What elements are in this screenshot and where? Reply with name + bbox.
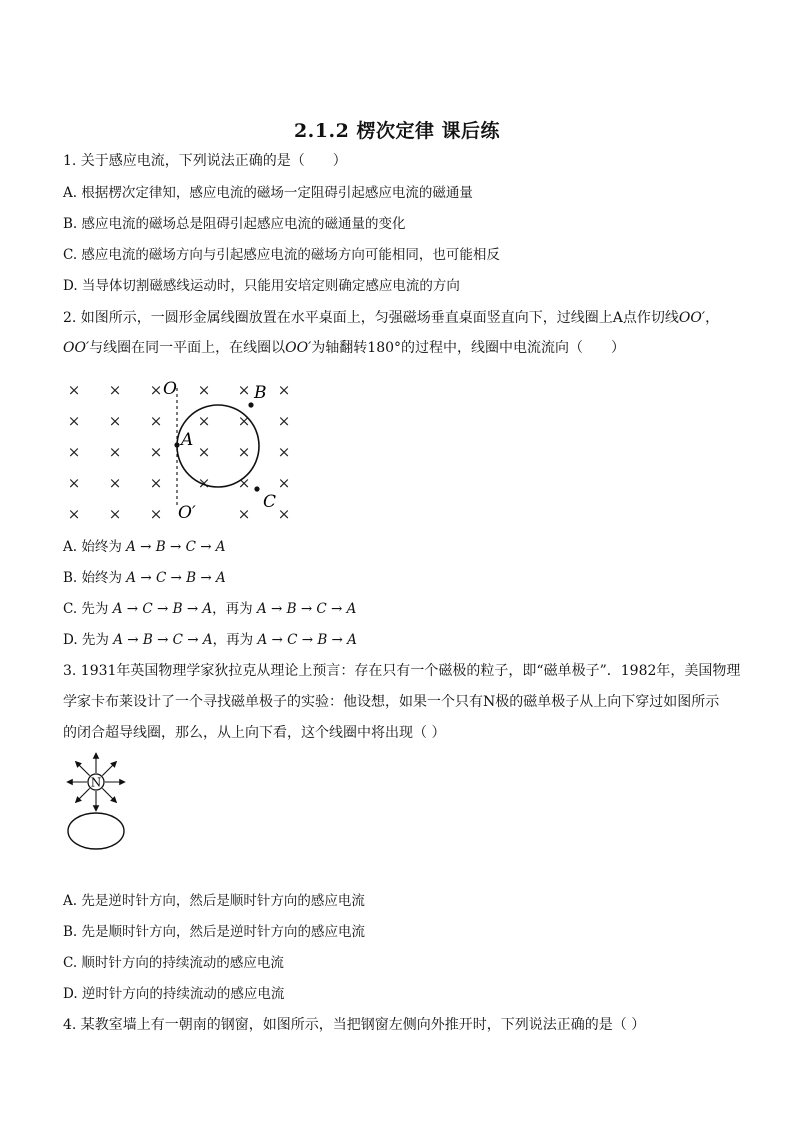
stem-text: 为轴翻转180°的过程中，线圈中电流流向（ ） — [311, 340, 626, 356]
field-cross: × — [67, 474, 81, 492]
label-o: O — [163, 379, 177, 399]
field-cross: × — [277, 412, 291, 430]
stem-text: 2. 如图所示，一圆形金属线圈放置在水平桌面上，匀强磁场垂直桌面竖直向下，过线圈上A点作切线 — [63, 310, 679, 326]
field-cross: × — [237, 412, 251, 430]
monopole-n-label: N — [90, 775, 102, 790]
current-path: A → C → B → A — [126, 570, 226, 586]
option-prefix: C. 先为 — [63, 601, 113, 617]
question-4-stem: 4. 某教室墙上有一朝南的钢窗，如图所示，当把钢窗左侧向外推开时，下列说法正确的是（ ） — [63, 1017, 646, 1033]
field-cross: × — [67, 381, 81, 399]
field-line-arrow — [75, 788, 89, 802]
current-path: A → B → C → A — [113, 632, 213, 648]
field-cross: × — [149, 412, 163, 430]
question-3-option-b: B. 先是顺时针方向，然后是逆时针方向的感应电流 — [63, 924, 366, 940]
question-3-option-c: C. 顺时针方向的持续流动的感应电流 — [63, 955, 284, 971]
question-1-option-b: B. 感应电流的磁场总是阻碍引起感应电流的磁通量的变化 — [63, 216, 406, 232]
field-cross: × — [67, 505, 81, 523]
field-line-arrow — [102, 788, 116, 802]
stem-text: 与线圈在同一平面上，在线圈以 — [89, 340, 286, 356]
field-cross: × — [277, 505, 291, 523]
question-2-option-a — [63, 538, 743, 556]
question-3-stem-line-2: 学家卡布莱设计了一个寻找磁单极子的实验：他设想，如果一个只有N极的磁单极子从上向下穿过如图所示 — [63, 694, 720, 710]
field-cross: × — [149, 505, 163, 523]
question-3-stem-line-1: 3. 1931年英国物理学家狄拉克从理论上预言：存在只有一个磁极的粒子，即“磁单极子”．1982年，美国物理 — [63, 663, 741, 679]
current-path: A → C → B → A — [257, 632, 357, 648]
label-c: C — [263, 492, 277, 512]
field-cross: × — [149, 381, 163, 399]
label-a: A — [181, 430, 194, 450]
field-cross: × — [149, 474, 163, 492]
question-1-stem: 1. 关于感应电流，下列说法正确的是（ ） — [63, 153, 347, 169]
option-prefix: D. 先为 — [63, 632, 114, 648]
field-cross: × — [108, 443, 122, 461]
field-cross: × — [108, 505, 122, 523]
current-path: A → B → C → A — [256, 601, 357, 617]
magnetic-field-coil-figure — [60, 372, 305, 524]
question-3-option-a: A. 先是逆时针方向，然后是顺时针方向的感应电流 — [63, 893, 365, 909]
axis-label: OO′ — [63, 340, 90, 356]
option-prefix: A. 始终为 — [63, 539, 127, 555]
question-3-option-d: D. 逆时针方向的持续流动的感应电流 — [63, 986, 285, 1002]
stem-text: ， — [705, 310, 720, 326]
point-a-dot — [174, 442, 179, 447]
field-cross: × — [277, 381, 291, 399]
field-line-arrow — [102, 761, 116, 775]
option-mid-text: ，再为 — [212, 632, 258, 648]
label-o-prime: O′ — [178, 503, 196, 523]
question-2-stem-line-2 — [63, 339, 743, 357]
field-cross: × — [197, 443, 211, 461]
field-cross: × — [149, 443, 163, 461]
field-cross: × — [197, 381, 211, 399]
superconducting-ring — [68, 813, 124, 849]
question-2-option-d — [63, 631, 743, 649]
field-cross: × — [197, 474, 211, 492]
question-2-option-b — [63, 569, 743, 587]
field-cross: × — [108, 381, 122, 399]
field-cross: × — [237, 443, 251, 461]
field-cross: × — [108, 474, 122, 492]
question-1-option-d: D. 当导体切割磁感线运动时，只能用安培定则确定感应电流的方向 — [63, 278, 460, 294]
option-prefix: B. 始终为 — [63, 570, 127, 586]
field-cross: × — [237, 381, 251, 399]
page-title: 2.1.2 楞次定律 课后练 — [293, 120, 501, 142]
field-cross: × — [67, 412, 81, 430]
field-cross: × — [237, 474, 251, 492]
field-cross: × — [197, 412, 211, 430]
field-cross: × — [108, 412, 122, 430]
axis-label: OO′ — [285, 340, 312, 356]
question-2-option-c — [63, 600, 743, 618]
axis-label: OO′ — [678, 310, 706, 326]
question-1-option-c: C. 感应电流的磁场方向与引起感应电流的磁场方向可能相同，也可能相反 — [63, 247, 500, 263]
field-cross: × — [67, 443, 81, 461]
option-mid-text: ，再为 — [212, 601, 257, 617]
point-c-dot — [254, 486, 259, 491]
question-2-stem-line-1 — [63, 309, 743, 327]
label-b: B — [254, 383, 267, 403]
question-3-stem-line-3: 的闭合超导线圈，那么，从上向下看，这个线圈中将出现（ ） — [63, 725, 446, 741]
question-1-option-a: A. 根据楞次定律知，感应电流的磁场一定阻碍引起感应电流的磁通量 — [63, 185, 473, 201]
field-cross: × — [237, 505, 251, 523]
current-path: A → B → C → A — [126, 539, 226, 555]
field-line-arrow — [75, 761, 89, 775]
field-cross: × — [277, 443, 291, 461]
current-path: A → C → B → A — [112, 601, 213, 617]
point-b-dot — [248, 402, 253, 407]
field-cross: × — [277, 474, 291, 492]
magnetic-monopole-figure — [62, 748, 132, 856]
